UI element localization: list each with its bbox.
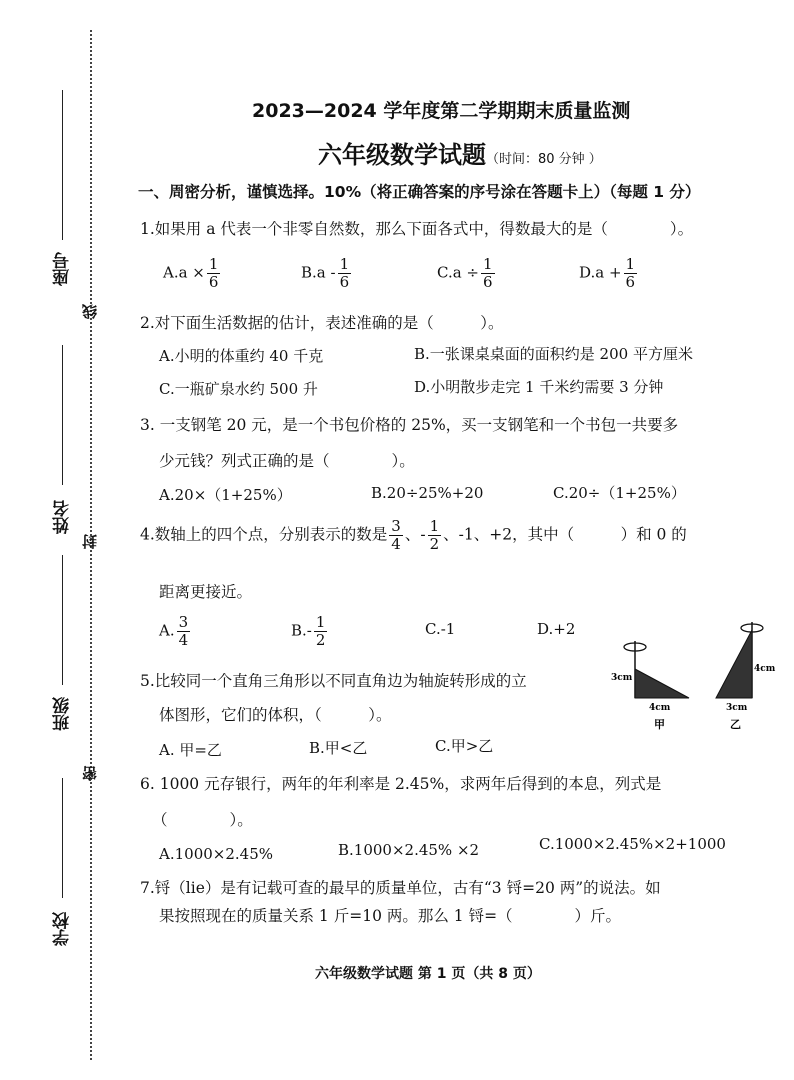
question-1-option-c — [437, 256, 497, 291]
question-1-option-a — [163, 256, 222, 291]
seal-line-char: 线 — [81, 304, 99, 319]
question-5-stem-line1: 5.比较同一个直角三角形以不同直角边为轴旋转形成的立 — [140, 672, 527, 690]
question-2-option-c: C.一瓶矿泉水约 500 升 — [159, 380, 318, 398]
fraction-denominator: 6 — [483, 273, 493, 291]
question-4-stem-line2: 距离更接近。 — [159, 583, 253, 601]
yi-name-label: 乙 — [730, 718, 741, 731]
jia-base-label: 4cm — [649, 703, 671, 713]
figure-yi — [716, 622, 776, 731]
stem-text: 、-1、+2，其中（ ）和 0 的 — [443, 525, 687, 544]
question-3-option-a: A.20×（1+25%） — [159, 486, 292, 504]
fraction-numerator: 1 — [208, 255, 219, 273]
question-5-option-b: B.甲<乙 — [309, 739, 368, 757]
time-note: （时间：80 分钟 ） — [486, 152, 602, 167]
question-6-option-a: A.1000×2.45% — [159, 845, 273, 863]
fraction-numerator: 1 — [483, 255, 493, 273]
fraction-denominator: 4 — [391, 535, 401, 553]
option-label: A.a × — [163, 263, 205, 282]
option-label: C.a ÷ — [437, 263, 479, 282]
question-4-option-b — [291, 614, 329, 649]
question-3-stem-line1: 3. 一支钢笔 20 元，是一个书包价格的 25%，买一支钢笔和一个书包一共要多 — [140, 416, 679, 434]
name-underline — [62, 345, 63, 485]
fraction-denominator: 6 — [339, 273, 350, 291]
question-5-stem-line2: 体图形，它们的体积，（ ）。 — [159, 706, 392, 724]
question-2-option-d: D.小明散步走完 1 千米约需要 3 分钟 — [414, 378, 664, 396]
option-label: D.a + — [579, 263, 622, 282]
subject-title: 六年级数学试题 — [318, 141, 486, 169]
school-label: 学校 — [53, 912, 73, 946]
fraction — [624, 256, 638, 291]
seat-underline — [62, 90, 63, 240]
seal-close-char: 密 — [81, 766, 99, 781]
fraction-denominator: 6 — [208, 273, 219, 291]
question-1-option-d — [579, 256, 639, 291]
question-4-option-a — [159, 614, 192, 649]
jia-name-label: 甲 — [654, 718, 665, 731]
fraction-numerator: 3 — [178, 613, 189, 631]
question-7-stem-line2: 果按照现在的质量关系 1 斤=10 两。那么 1 锊=（ ）斤。 — [159, 907, 622, 925]
name-label: 姓名 — [53, 500, 73, 534]
fraction-denominator: 6 — [625, 273, 636, 291]
option-label: A. — [159, 621, 175, 640]
option-label: B.a - — [301, 263, 336, 282]
fraction — [389, 518, 403, 553]
question-1-stem: 1.如果用 a 代表一个非零自然数，那么下面各式中，得数最大的是（ ）。 — [140, 220, 694, 238]
fraction — [177, 614, 191, 649]
rotation-figures — [608, 618, 780, 736]
stem-text: 、- — [404, 525, 426, 544]
stem-text: 4.数轴上的四个点，分别表示的数是 — [140, 525, 388, 544]
fraction-denominator: 2 — [429, 535, 440, 553]
question-2-stem: 2.对下面生活数据的估计，表述准确的是（ ）。 — [140, 314, 504, 332]
fraction — [481, 256, 495, 291]
exam-title: 2023—2024 学年度第二学期期末质量监测 — [252, 100, 631, 122]
question-1-option-b — [301, 256, 353, 291]
exam-subject — [318, 135, 602, 170]
seal-seal-char: 封 — [81, 534, 99, 549]
fraction-numerator: 3 — [391, 517, 401, 535]
question-3-stem-line2: 少元钱？列式正确的是（ ）。 — [159, 452, 415, 470]
question-3-option-b: B.20÷25%+20 — [371, 484, 484, 502]
school-underline — [62, 778, 63, 898]
seat-label: 座号 — [53, 252, 73, 286]
question-6-option-c: C.1000×2.45%×2+1000 — [539, 835, 726, 853]
fraction — [314, 614, 328, 649]
fraction — [428, 518, 442, 553]
figure-jia — [611, 641, 689, 731]
option-label: B.- — [291, 621, 312, 640]
question-2-option-a: A.小明的体重约 40 千克 — [159, 347, 324, 365]
fraction-numerator: 1 — [429, 517, 440, 535]
fraction — [338, 256, 352, 291]
fraction-denominator: 4 — [178, 631, 189, 649]
question-3-option-c: C.20÷（1+25%） — [553, 484, 686, 502]
question-6-stem-line2: （ ）。 — [152, 811, 253, 829]
class-label: 班级 — [53, 697, 73, 731]
question-2-option-b: B.一张课桌桌面的面积约是 200 平方厘米 — [414, 345, 693, 363]
section-heading: 一、周密分析，谨慎选择。10%（将正确答案的序号涂在答题卡上）（每题 1 分） — [138, 183, 701, 201]
question-5-option-a: A. 甲=乙 — [159, 741, 222, 759]
triangle-jia — [635, 669, 689, 698]
question-4-stem-line1 — [140, 518, 687, 553]
page-footer: 六年级数学试题 第 1 页（共 8 页） — [315, 966, 541, 982]
fraction — [207, 256, 221, 291]
question-5-option-c: C.甲>乙 — [435, 737, 494, 755]
question-4-option-c: C.-1 — [425, 620, 456, 638]
question-6-stem-line1: 6. 1000 元存银行，两年的年利率是 2.45%，求两年后得到的本息，列式是 — [140, 775, 662, 793]
yi-base-label: 3cm — [726, 703, 748, 713]
question-4-option-d: D.+2 — [537, 620, 576, 638]
jia-side-label: 3cm — [611, 673, 633, 683]
fraction-numerator: 1 — [339, 255, 350, 273]
triangle-yi — [716, 630, 752, 698]
fraction-numerator: 1 — [625, 255, 636, 273]
question-6-option-b: B.1000×2.45% ×2 — [338, 841, 480, 859]
class-underline — [62, 555, 63, 685]
question-7-stem-line1: 7.锊（lie）是有记载可查的最早的质量单位，古有“3 锊=20 两”的说法。如 — [140, 879, 661, 897]
fraction-denominator: 2 — [315, 631, 326, 649]
fraction-numerator: 1 — [315, 613, 326, 631]
yi-side-label: 4cm — [754, 664, 776, 674]
